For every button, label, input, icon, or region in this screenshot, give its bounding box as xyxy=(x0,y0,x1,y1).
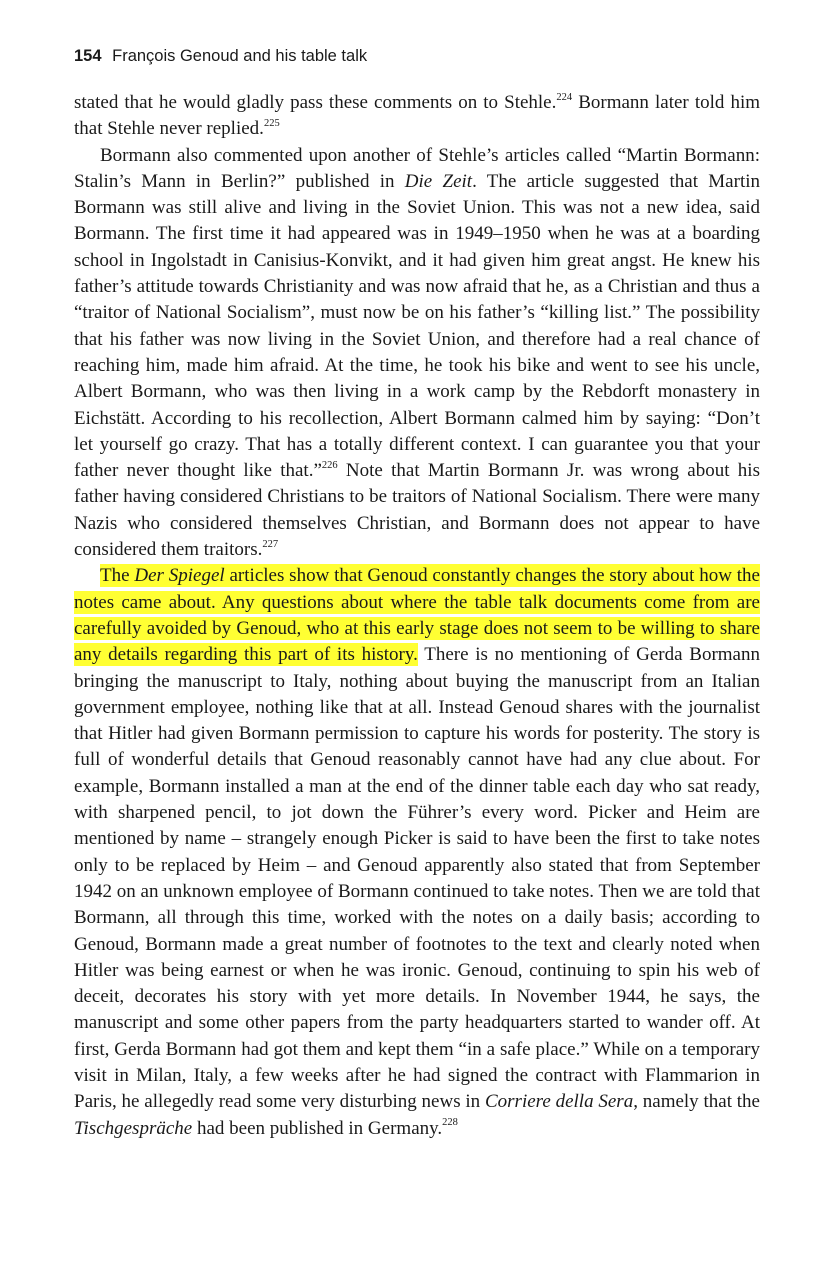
p2-italic-die-zeit: Die Zeit xyxy=(404,170,473,192)
p2-text-1: Bormann also commented upon another of Stehle’s articles called “Martin Bormann: Stalin’s Mann in Berlin?” published in xyxy=(74,144,760,192)
p3-text-3: had been published in Germany. xyxy=(192,1117,443,1139)
p3-highlight-1: The xyxy=(100,565,135,587)
p1-text-2: Bormann later told him that Stehle never replied. xyxy=(74,92,761,140)
footnote-ref-228[interactable]: 228 xyxy=(442,1117,458,1129)
p1-text-1: stated that he would gladly pass these comments on to Stehle. xyxy=(74,92,557,113)
page-number: 154 xyxy=(74,47,102,65)
p3-text-2: , namely that the xyxy=(633,1091,760,1113)
paragraph-1 xyxy=(74,90,760,143)
p3-text-1: There is no mentioning of Gerda Bormann bringing the manuscript to Italy, nothing about buying the manuscript from an Italian government employee, nothing like that at all. Instead Genoud shares with the journalist that Hitler had given Bormann permission to capture his words for posterity. The story is full of wonderful details that Genoud reasonably cannot have had any clue about. For example, Bormann installed a man at the end of the dinner table each day who sat ready, with sharpened pencil, to jot down the Führer’s every word. Picker and Heim are mentioned by name – strangely enough Picker is said to have been the first to take notes only to be replaced by Heim – and Genoud apparently also stated that from September 1942 on an unknown employee of Bormann continued to take notes. Then we are told that Bormann, all through this time, worked with the notes on a daily basis; according to Genoud, Bormann made a great number of footnotes to the text and clearly noted when Hitler was being earnest or when he was ironic. Genoud, continuing to spin his web of deceit, decorates his story with yet more details. In November 1944, he says, the manuscript and some other papers from the party headquarters started to wander off. At first, Gerda Bormann had got them and kept them “in a safe place.” While on a temporary visit in Milan, Italy, a few weeks after he had signed the contract with Flammarion in Paris, he allegedly read some very disturbing news in xyxy=(74,644,760,1113)
p3-italic-tischgesprache: Tischgespräche xyxy=(74,1117,193,1139)
p3-italic-der-spiegel: Der Spiegel xyxy=(134,565,225,587)
footnote-ref-227[interactable]: 227 xyxy=(262,538,279,550)
footnote-ref-224[interactable]: 224 xyxy=(556,91,573,103)
running-title: François Genoud and his table talk xyxy=(112,47,368,65)
running-header xyxy=(74,44,760,68)
footnote-ref-226[interactable]: 226 xyxy=(321,459,338,471)
book-page xyxy=(74,44,760,1142)
paragraph-3 xyxy=(74,563,760,1142)
p2-text-3: Note that Martin Bormann Jr. was wrong about his father having considered Christians to be traitors of National Socialism. There were many Nazis who considered themselves Christian, and Bormann does not appear to have considered them traitors. xyxy=(74,460,760,561)
footnote-ref-225[interactable]: 225 xyxy=(263,117,280,129)
p3-italic-corriere: Corriere della Sera xyxy=(484,1091,634,1113)
p3-highlight-2: articles show that Genoud constantly changes the story about how the notes came about. Any questions about where the table talk documents come from are carefully avoided by Genoud, who at this early stage does not seem to be willing to share any details regarding this part of its history. xyxy=(74,565,760,666)
p2-text-2: . The article suggested that Martin Bormann was still alive and living in the Soviet Union. This was not a new idea, said Bormann. The first time it had appeared was in 1949–1950 when he was at a boarding school in Ingolstadt in Canisius-Konvikt, and it had given him great angst. He knew his father’s attitude towards Christianity and was now afraid that he, as a Christian and thus a “traitor of National Socialism”, must now be on his father’s “killing list.” The possibility that his father was now living in the Soviet Union, and therefore had a real chance of reaching him, made him afraid. At the time, he took his bike and went to see his uncle, Albert Bormann, who was then living in a work camp by the Rebdorft monastery in Eichstätt. According to his recollection, Albert Bormann calmed him by saying: “Don’t let yourself go crazy. That has a totally different context. I can guarantee you that your father never thought like that.” xyxy=(74,170,761,482)
paragraph-2 xyxy=(74,143,760,564)
